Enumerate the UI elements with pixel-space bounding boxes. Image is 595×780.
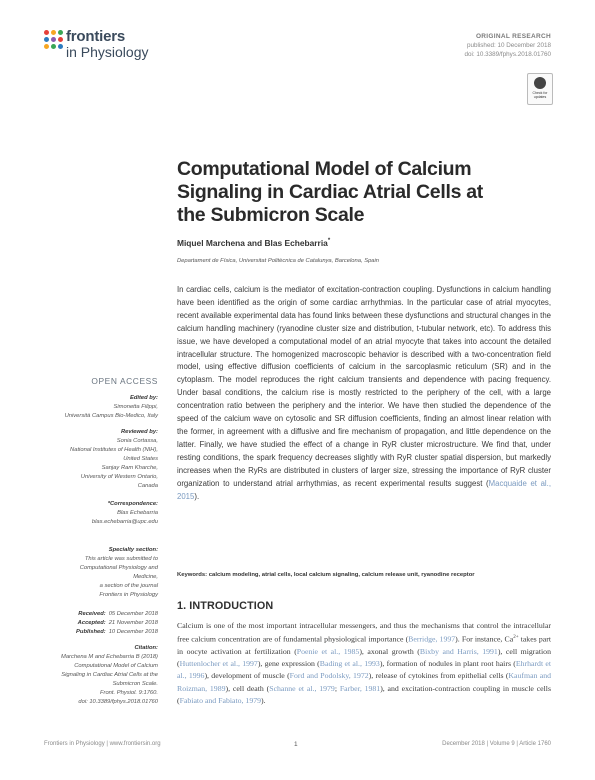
intro-text: ). For instance, Ca bbox=[455, 634, 514, 644]
reviewer-affiliation: Canada bbox=[137, 483, 158, 489]
keywords bbox=[177, 572, 475, 578]
intro-text: ), formation of nodules in plant root hairs ( bbox=[379, 659, 516, 669]
journal-logo[interactable] bbox=[44, 28, 174, 78]
citation-link[interactable]: Farber, 1981 bbox=[339, 683, 381, 693]
accepted-date: 21 November 2018 bbox=[108, 620, 158, 626]
citation-link[interactable]: Ford and Podolsky, 1972 bbox=[289, 671, 369, 681]
title-line: the Submicron Scale bbox=[177, 204, 365, 226]
open-access-label: OPEN ACCESS bbox=[91, 376, 158, 386]
reviewers-block bbox=[44, 428, 158, 491]
authors-text[interactable]: Miquel Marchena and Blas Echebarria bbox=[177, 238, 328, 248]
received-label: Received: bbox=[78, 611, 106, 617]
abstract-tail: ). bbox=[194, 491, 200, 501]
specialty-text: a section of the journal bbox=[99, 583, 158, 589]
article-title bbox=[177, 158, 537, 227]
intro-text: ), and excitation-contraction coupling in muscle cells ( bbox=[177, 683, 551, 705]
accepted-label: Accepted: bbox=[77, 620, 106, 626]
editor-affiliation: Università Campus Bio-Medico, Italy bbox=[64, 413, 158, 419]
intro-text: ), cell migration ( bbox=[177, 647, 551, 669]
reviewer-affiliation: National Institutes of Health (NIH), bbox=[70, 447, 158, 453]
citation-link[interactable]: Poenie et al., 1985 bbox=[296, 647, 360, 656]
specialty-text: Medicine, bbox=[133, 574, 158, 580]
correspondence-label: *Correspondence: bbox=[107, 501, 158, 507]
citation-text: Signaling in Cardiac Atrial Cells at the bbox=[61, 672, 158, 678]
published-date: published: 10 December 2018 bbox=[466, 42, 551, 49]
title-line: Signaling in Cardiac Atrial Cells at bbox=[177, 181, 483, 203]
footer-journal-link[interactable]: Frontiers in Physiology | www.frontiersin.org bbox=[44, 741, 161, 747]
intro-text: Calcium is one of the most important intracellular messengers, and thus the mechanisms that control the intracellular free calcium concentration are of fundamental physiological importance ( bbox=[177, 621, 551, 644]
citation-link[interactable]: Bading et al., 1993 bbox=[319, 659, 380, 669]
citation-text: Marchena M and Echebarria B (2018) bbox=[61, 654, 158, 660]
citation-link[interactable]: Berridge, 1997 bbox=[408, 634, 456, 644]
superscript: 2+ bbox=[513, 635, 519, 641]
page-number: 1 bbox=[294, 741, 298, 748]
intro-text: ), development of muscle ( bbox=[204, 671, 290, 681]
reviewer-affiliation: United States bbox=[123, 456, 158, 462]
title-line: Computational Model of Calcium bbox=[177, 158, 472, 180]
citation-block bbox=[44, 644, 158, 707]
affiliation: Departament de Física, Universitat Politècnica de Catalunya, Barcelona, Spain bbox=[177, 258, 380, 264]
citation-link[interactable]: Bixby and Harris, 1991 bbox=[419, 647, 498, 656]
specialty-text: Frontiers in Physiology bbox=[99, 592, 158, 598]
reviewed-by-label: Reviewed by: bbox=[120, 429, 158, 435]
introduction-paragraph bbox=[177, 620, 551, 707]
reviewer-affiliation: University of Western Ontario, bbox=[80, 474, 158, 480]
published-date: 10 December 2018 bbox=[108, 629, 158, 635]
citation-label: Citation: bbox=[134, 645, 158, 651]
specialty-block bbox=[44, 546, 158, 600]
correspondence-email[interactable]: blas.echebarria@upc.edu bbox=[91, 519, 158, 525]
received-row bbox=[44, 610, 158, 619]
received-date: 05 December 2018 bbox=[108, 611, 158, 617]
author-list bbox=[177, 238, 330, 248]
specialty-text: This article was submitted to bbox=[84, 556, 158, 562]
journal-name-field: in Physiology bbox=[66, 44, 149, 60]
editor-block bbox=[44, 394, 158, 421]
corresponding-mark: * bbox=[327, 238, 331, 245]
reviewer-name[interactable]: Sanjay Ram Kharche, bbox=[101, 465, 158, 471]
correspondence-block bbox=[44, 500, 158, 527]
frontiers-logo-icon bbox=[44, 30, 64, 50]
check-for-updates-button[interactable] bbox=[527, 73, 553, 105]
section-heading: 1. INTRODUCTION bbox=[177, 600, 274, 612]
citation-link[interactable]: Huttenlocher et al., 1997 bbox=[179, 659, 258, 669]
keywords-list: calcium modeling, atrial cells, local calcium signaling, calcium release unit, ryanodine receptor bbox=[208, 572, 475, 578]
journal-name-frontiers: frontiers bbox=[66, 28, 126, 45]
accepted-row bbox=[44, 619, 158, 628]
citation-link[interactable]: Schanne et al., 1979 bbox=[269, 683, 335, 693]
reviewer-name[interactable]: Sonia Cortassa, bbox=[116, 438, 158, 444]
citation-text: Computational Model of Calcium bbox=[74, 663, 158, 669]
correspondence-name: Blas Echebarria bbox=[117, 510, 158, 516]
intro-text: ). bbox=[261, 695, 266, 705]
keywords-label: Keywords: bbox=[177, 572, 208, 578]
specialty-text: Computational Physiology and bbox=[79, 565, 158, 571]
published-label: Published: bbox=[76, 629, 106, 635]
edited-by-label: Edited by: bbox=[129, 395, 158, 401]
citation-text: Submicron Scale. bbox=[112, 681, 158, 687]
intro-text: ), release of cytokines from epithelial cells ( bbox=[368, 671, 509, 681]
citation-link[interactable]: Kaufman and Roizman, 1989 bbox=[177, 671, 551, 693]
citation-link[interactable]: Macquaide et al., 2015 bbox=[177, 478, 551, 501]
check-updates-label: Check for updates bbox=[532, 91, 548, 99]
citation-link[interactable]: Ehrhardt et al., 1996 bbox=[177, 659, 551, 681]
published-row bbox=[44, 628, 158, 637]
intro-text: ), cell death ( bbox=[225, 683, 270, 693]
specialty-label: Specialty section: bbox=[108, 547, 158, 553]
doi-link[interactable]: doi: 10.3389/fphys.2018.01760 bbox=[464, 51, 551, 58]
abstract-body: In cardiac cells, calcium is the mediator of excitation-contraction coupling. Dysfunctions in calcium handling have been identified as the origin of some cardiac arrhythmias. In the particular case of atrial myocytes, recent available experimental data has found links between these dysfunctions and structural changes in the calcium handling machinery (ryanodine cluster size and distribution, t-tubular network, etc). To address this issue, we have developed a computational model of an atrial myocyte that takes into account the detailed intracellular structure. The homogenized macroscopic behavior is described with a two-concentration field model, using effective diffusion coefficients of calcium in the sarcoplasmic reticulum (SR) and in the cytoplasm. The model reproduces the right calcium transients and dependence with pacing frequency. Under basal conditions, the calcium rise is mostly restricted to the periphery of the cell, with a large concentration ratio between the periphery and the interior. We have then studied the dependence of the speed of the calcium wave on cytosolic and SR diffusion coefficients, finding an almost linear relation with the former, in agreement with a diffusive and fire mechanism of propagation, and little dependence on the latter. Finally, we have studied the effect of a change in RyR cluster microstructure. We find that, under resting conditions, the spark frequency decreases slightly with RyR cluster spatial dispersion, but markedly increases when the RyRs are distributed in clusters of larger size, stressing the importance of RyR cluster organization to understand atrial arrhythmias, as recent experimental results suggest ( bbox=[177, 285, 551, 488]
citation-doi[interactable]: doi: 10.3389/fphys.2018.01760 bbox=[78, 699, 158, 705]
intro-text: ), axonal growth ( bbox=[359, 647, 420, 656]
crossmark-icon bbox=[534, 77, 546, 89]
article-type: ORIGINAL RESEARCH bbox=[475, 33, 551, 40]
intro-text: takes part in oocyte activation at fertilization ( bbox=[177, 634, 551, 656]
dates-block bbox=[44, 610, 158, 637]
editor-name[interactable]: Simonetta Filippi, bbox=[113, 404, 158, 410]
abstract bbox=[177, 284, 551, 503]
footer-issue-info: December 2018 | Volume 9 | Article 1760 bbox=[442, 741, 551, 747]
citation-text: Front. Physiol. 9:1760. bbox=[99, 690, 158, 696]
intro-text: ; bbox=[334, 683, 340, 693]
citation-link[interactable]: Fabiato and Fabiato, 1979 bbox=[179, 695, 262, 705]
intro-text: ), gene expression ( bbox=[257, 659, 320, 669]
